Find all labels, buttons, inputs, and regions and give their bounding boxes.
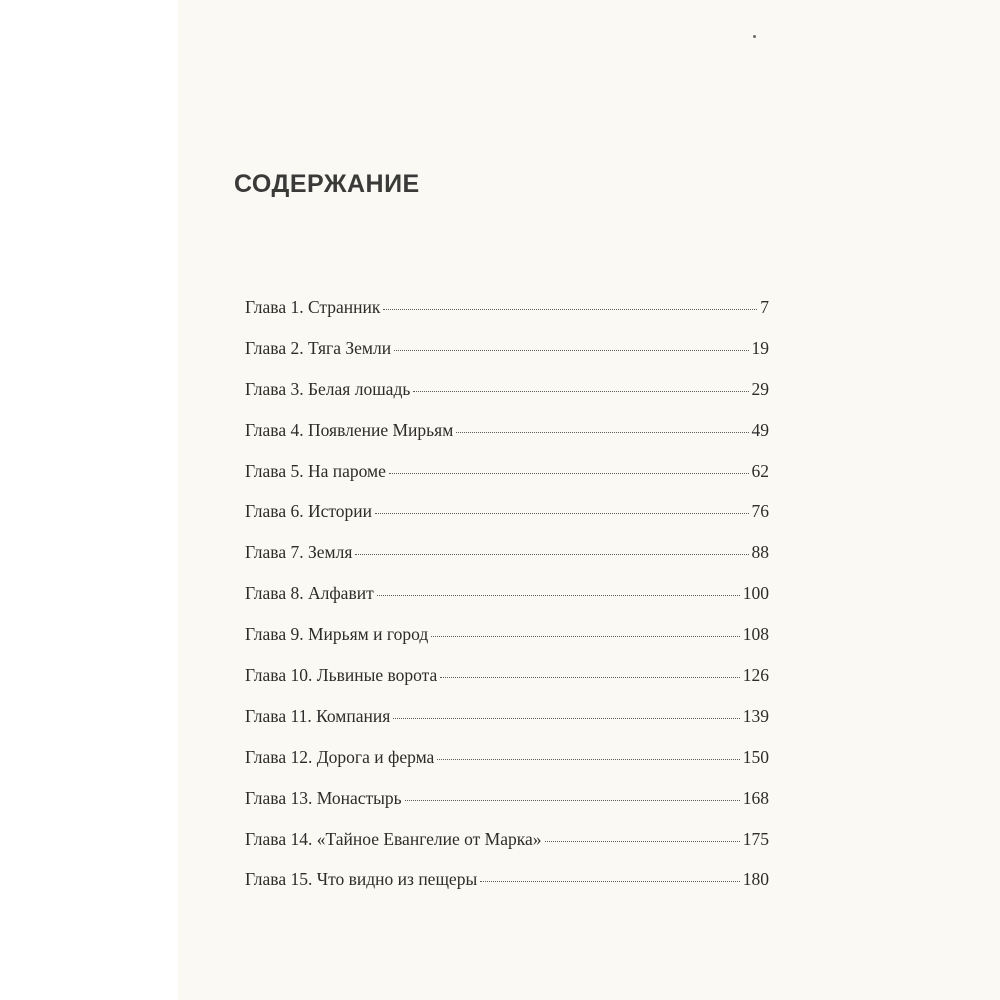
toc-entry-title: Глава 1. Странник — [245, 297, 381, 317]
dot-leader — [394, 350, 748, 351]
dot-leader — [545, 841, 740, 842]
toc-entry-8 — [245, 583, 769, 624]
dot-leader — [413, 391, 748, 392]
dot-leader — [431, 636, 739, 637]
dot-leader — [393, 718, 739, 719]
toc-entry-page: 175 — [742, 828, 769, 849]
toc-entry-title: Глава 15. Что видно из пещеры — [245, 869, 478, 890]
toc-entry-title: Глава 6. Истории — [245, 501, 373, 522]
dot-leader — [375, 513, 748, 514]
dot-leader — [377, 595, 740, 596]
toc-entry-13 — [245, 788, 769, 829]
toc-entry-title: Глава 3. Белая лошадь — [245, 378, 411, 399]
toc-entry-title: Глава 4. Появление Мирьям — [245, 419, 454, 440]
toc-entry-page: 168 — [742, 787, 769, 808]
dot-leader — [440, 677, 739, 678]
toc-entry-10 — [245, 665, 769, 706]
toc-entry-page: 49 — [751, 419, 769, 440]
dot-leader — [383, 309, 757, 310]
toc-entry-title: Глава 11. Компания — [245, 705, 391, 726]
toc-entry-2 — [245, 338, 769, 379]
toc-entry-page: 19 — [751, 337, 769, 358]
toc-entry-title: Глава 2. Тяга Земли — [245, 337, 392, 358]
toc-entry-title: Глава 12. Дорога и ферма — [245, 746, 435, 767]
toc-entry-page: 126 — [742, 665, 769, 686]
toc-entry-14 — [245, 829, 769, 870]
toc-entry-title: Глава 10. Львиные ворота — [245, 665, 438, 686]
contents-heading: СОДЕРЖАНИЕ — [234, 170, 420, 198]
dot-leader — [389, 473, 749, 474]
print-speck — [753, 35, 756, 38]
toc-entry-page: 62 — [751, 460, 769, 481]
toc-entry-title: Глава 7. Земля — [245, 542, 353, 563]
toc-entry-15 — [245, 869, 769, 910]
table-of-contents — [245, 297, 769, 910]
dot-leader — [480, 881, 740, 882]
toc-entry-7 — [245, 542, 769, 583]
dot-leader — [355, 554, 748, 555]
toc-entry-page: 139 — [742, 705, 769, 726]
toc-entry-page: 150 — [742, 746, 769, 767]
toc-entry-title: Глава 5. На пароме — [245, 460, 386, 481]
toc-entry-page: 88 — [751, 542, 769, 563]
toc-entry-title: Глава 8. Алфавит — [245, 583, 374, 604]
toc-entry-page: 108 — [742, 624, 769, 645]
toc-entry-page: 76 — [751, 501, 769, 522]
toc-entry-3 — [245, 379, 769, 420]
toc-entry-page: 29 — [751, 378, 769, 399]
toc-entry-page: 180 — [742, 869, 769, 890]
toc-entry-12 — [245, 747, 769, 788]
toc-entry-5 — [245, 461, 769, 502]
dot-leader — [437, 759, 739, 760]
toc-entry-4 — [245, 420, 769, 461]
dot-leader — [456, 432, 748, 433]
toc-entry-page: 7 — [760, 297, 769, 317]
toc-entry-page: 100 — [742, 583, 769, 604]
toc-entry-9 — [245, 624, 769, 665]
dot-leader — [405, 800, 740, 801]
toc-entry-6 — [245, 501, 769, 542]
toc-entry-title: Глава 13. Монастырь — [245, 787, 402, 808]
toc-entry-title: Глава 14. «Тайное Евангелие от Марка» — [245, 828, 542, 849]
toc-entry-11 — [245, 706, 769, 747]
toc-entry-1 — [245, 297, 769, 338]
toc-entry-title: Глава 9. Мирьям и город — [245, 624, 429, 645]
